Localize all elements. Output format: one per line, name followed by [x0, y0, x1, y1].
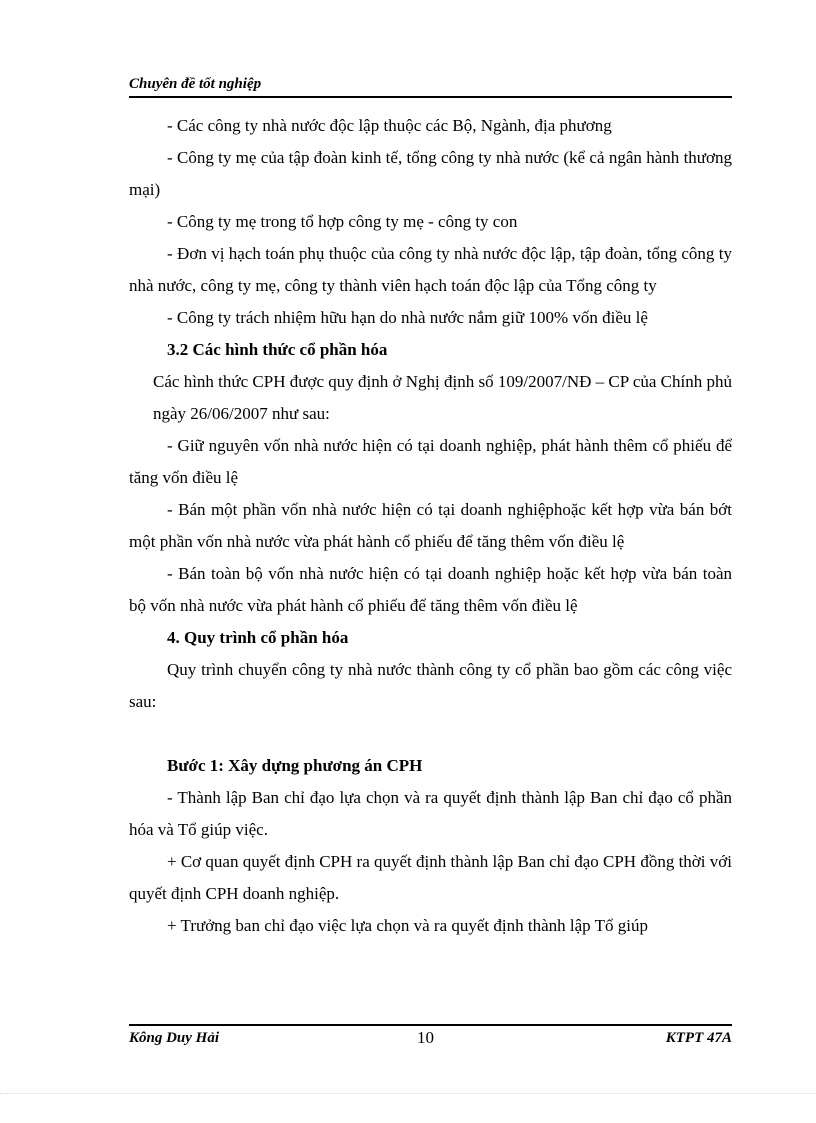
paragraph-decision-agency: + Cơ quan quyết định CPH ra quyết định thành lập Ban chỉ đạo CPH đồng thời với quyết định CPH doanh nghiệp. [129, 852, 732, 903]
page-number: 10 [417, 1028, 434, 1047]
paragraph-cph-forms-intro: Các hình thức CPH được quy định ở Nghị định số 109/2007/NĐ – CP của Chính phủ ngày 26/06/2007 như sau: [153, 372, 732, 423]
blank-line [129, 718, 732, 750]
footer-author: Kông Duy Hải [129, 1030, 220, 1046]
paragraph-form-sell-part: - Bán một phần vốn nhà nước hiện có tại doanh nghiệphoặc kết hợp vừa bán bớt một phần vốn nhà nước vừa phát hành cổ phiếu để tăng thêm vốn điều lệ [129, 500, 732, 551]
section-heading-3-2: 3.2 Các hình thức cổ phần hóa [167, 340, 388, 359]
paragraph-dependent-units: - Đơn vị hạch toán phụ thuộc của công ty nhà nước độc lập, tập đoàn, tổng công ty nhà nước, công ty mẹ, công ty thành viên hạch toán độc lập của Tổng công ty [129, 244, 732, 295]
paragraph-steering-committee: - Thành lập Ban chỉ đạo lựa chọn và ra quyết định thành lập Ban chỉ đạo cổ phần hóa và Tổ giúp việc. [129, 788, 732, 839]
paragraph-state-independent-companies: - Các công ty nhà nước độc lập thuộc các Bộ, Ngành, địa phương [167, 116, 612, 135]
paragraph-llc-state-owned: - Công ty trách nhiệm hữu hạn do nhà nước nắm giữ 100% vốn điều lệ [167, 308, 648, 327]
header-divider [129, 96, 732, 98]
paragraph-head-of-committee: + Trưởng ban chỉ đạo việc lựa chọn và ra quyết định thành lập Tổ giúp [167, 916, 648, 935]
paragraph-process-intro: Quy trình chuyển công ty nhà nước thành công ty cổ phần bao gồm các công việc sau: [129, 660, 732, 711]
page-header-title: Chuyên đề tốt nghiệp [129, 76, 262, 92]
step-1-heading: Bước 1: Xây dựng phương án CPH [167, 756, 423, 775]
paragraph-form-sell-all: - Bán toàn bộ vốn nhà nước hiện có tại doanh nghiệp hoặc kết hợp vừa bán toàn bộ vốn nhà nước vừa phát hành cổ phiếu để tăng thêm vốn điều lệ [129, 564, 732, 615]
footer-divider [129, 1024, 732, 1026]
document-body [129, 110, 732, 942]
page-bottom-dotted-line [0, 1093, 816, 1094]
footer-class-code: KTPT 47A [665, 1030, 732, 1046]
paragraph-parent-company-group: - Công ty mẹ của tập đoàn kinh tế, tổng công ty nhà nước (kể cả ngân hành thương mại) [129, 148, 732, 199]
paragraph-parent-subsidiary: - Công ty mẹ trong tổ hợp công ty mẹ - công ty con [167, 212, 518, 231]
section-heading-4: 4. Quy trình cổ phần hóa [167, 628, 349, 647]
paragraph-form-keep-capital: - Giữ nguyên vốn nhà nước hiện có tại doanh nghiệp, phát hành thêm cổ phiếu để tăng vốn điều lệ [129, 436, 732, 487]
